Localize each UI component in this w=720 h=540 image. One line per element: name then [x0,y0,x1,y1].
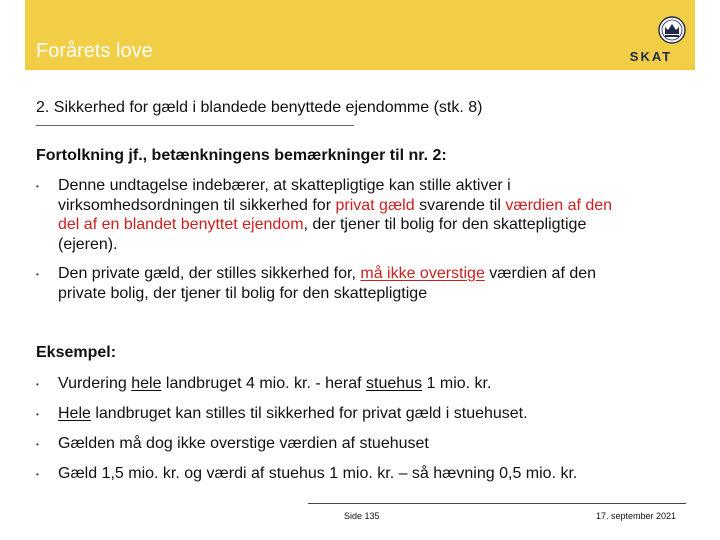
footer-date: 17. september 2021 [596,511,677,521]
logo-wordmark: SKAT [629,49,673,64]
highlight-mixed-property: del af en blandet benyttet ejendom [58,216,304,233]
bullet-marker: • [36,410,39,419]
bullet-item-private-debt [58,264,698,303]
highlight-value: værdien af den [505,196,613,214]
interpretation-heading: Fortolkning jf., betænkningens bemærkninger til nr. 2: [36,147,447,164]
highlight-must-not-exceed: må ikke overstige [360,265,485,282]
footer-divider [308,503,686,504]
crown-icon [659,17,685,43]
slide-subtitle: 2. Sikkerhed for gæld i blandede benyttede ejendomme (stk. 8) [36,99,483,116]
text-line: virksomhedsordningen til sikkerhed for privat gæld svarende til værdien af den [58,196,613,214]
text-line: private bolig, der tjener til bolig for den skattepligtige [58,284,428,302]
underlined-stuehus: stuehus [366,375,423,392]
slide-title: Forårets love [36,40,153,62]
bullet-marker: • [36,440,39,449]
subtitle-divider [36,125,354,126]
skat-logo [610,10,690,66]
bullet-marker: • [36,182,39,191]
bullet-marker: • [36,470,39,479]
example-heading: Eksempel: [36,344,117,361]
example-item-limit: Gælden må dog ikke overstige værdien af stuehuset [58,435,429,452]
text-line: Denne undtagelse indebærer, at skattepligtige kan stille aktiver i [58,177,511,194]
bullet-marker: • [36,380,39,389]
example-item-security: Hele landbruget kan stilles til sikkerhed for privat gæld i stuehuset. [58,405,528,422]
underlined-hele: Hele [58,405,91,422]
underlined-hele: hele [131,375,162,392]
bullet-item-exception [58,176,698,254]
example-item-valuation: Vurdering hele landbruget 4 mio. kr. - heraf stuehus 1 mio. kr. [58,375,492,392]
bullet-marker: • [36,270,39,279]
highlight-private-debt: privat gæld [335,196,415,214]
text-line: (ejeren). [58,235,118,253]
text-line: Den private gæld, der stilles sikkerhed for, må ikke overstige værdien af den [58,265,597,282]
page-number: Side 135 [344,511,380,521]
example-item-calculation: Gæld 1,5 mio. kr. og værdi af stuehus 1 mio. kr. – så hævning 0,5 mio. kr. [58,465,578,482]
text-line: del af en blandet benyttet ejendom, der tjener til bolig for den skattepligtige [58,216,587,233]
